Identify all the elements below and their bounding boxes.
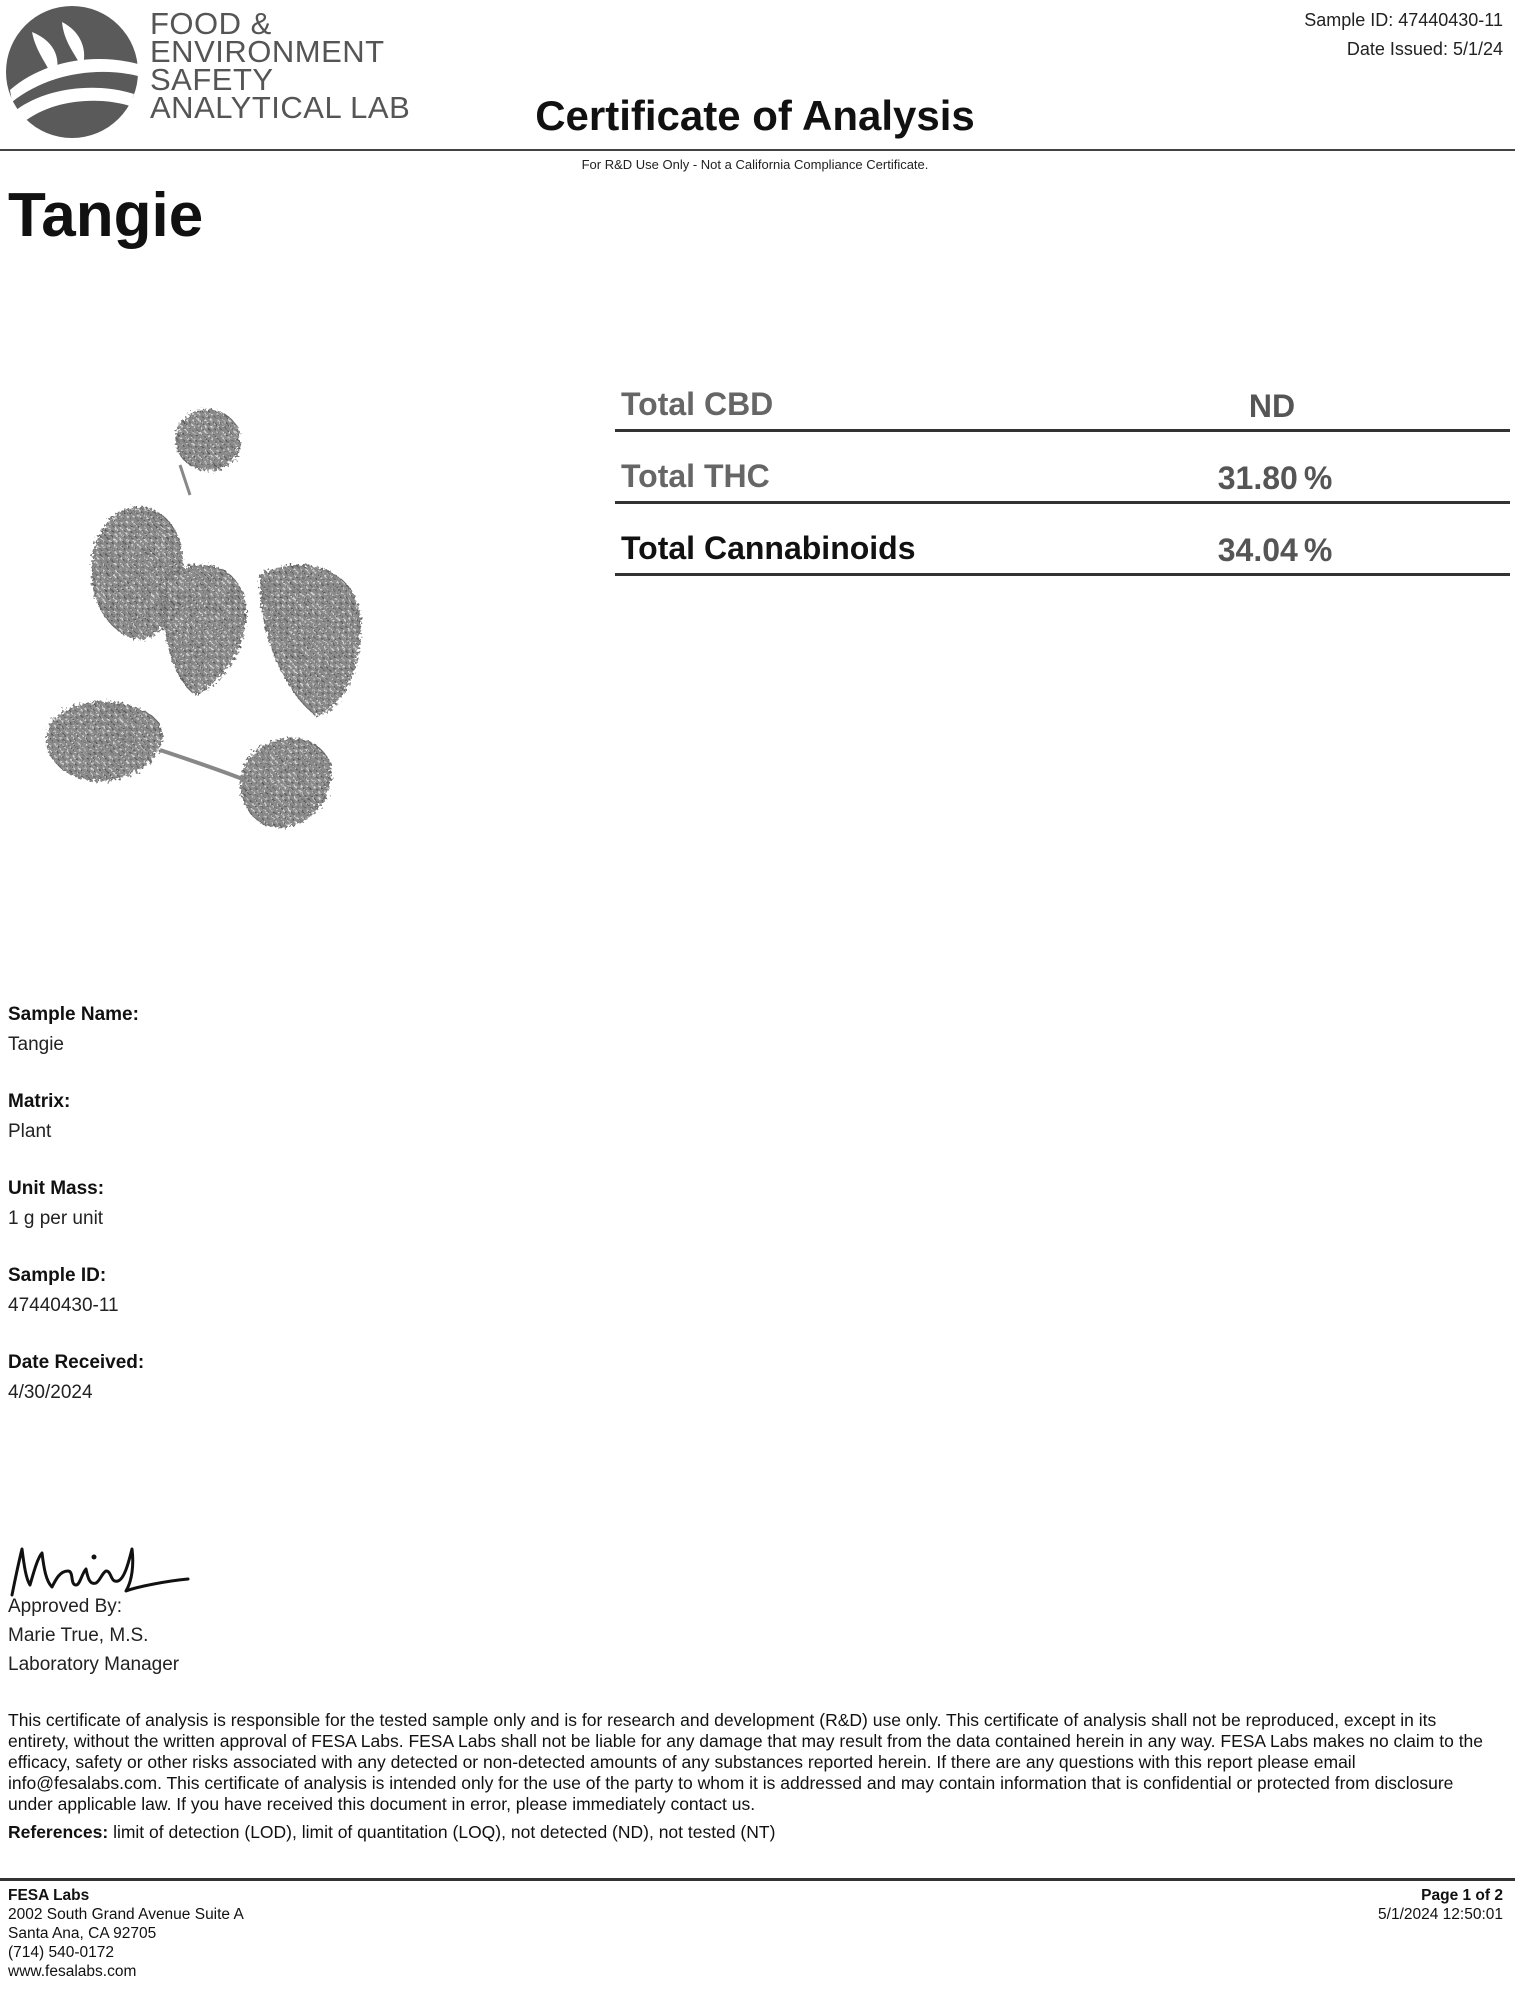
summary-value [1175, 532, 1375, 569]
info-sample-id [8, 1261, 608, 1321]
footer-address-line2: Santa Ana, CA 92705 [8, 1925, 157, 1942]
compliance-disclaimer: For R&D Use Only - Not a California Compliance Certificate. [581, 157, 929, 172]
logo-line: SAFETY [150, 62, 274, 97]
summary-value [1175, 388, 1375, 425]
header-meta [1304, 6, 1503, 64]
sample-photo [30, 395, 380, 845]
references-label: References: [8, 1822, 109, 1842]
footer-page-info [1378, 1886, 1503, 1924]
footer-phone: (714) 540-0172 [8, 1944, 114, 1961]
info-value: 47440430-11 [8, 1295, 119, 1316]
lab-logo [2, 2, 411, 142]
approved-by-label: Approved By: [8, 1596, 123, 1617]
approval-block [8, 1592, 179, 1679]
print-timestamp: 5/1/2024 12:50:01 [1378, 1906, 1503, 1923]
footer-divider [0, 1878, 1515, 1881]
summary-label: Total THC [621, 458, 770, 494]
product-name: Tangie [8, 181, 204, 250]
legal-disclaimer: This certificate of analysis is responsible for the tested sample only and is for research and development (R&D) use only. This certificate of analysis shall not be reproduced, except in its entirety, without the written approval of FESA Labs. FESA Labs shall not be liable for any damage that may result from the data contained herein in any way. FESA Labs makes no claim to the efficacy, safety or other risks associated with any detected or non-detected amounts of any substances reported herein. If there are any questions with this report please email info@fesalabs.com. This certificate of analysis is intended only for the use of the party to whom it is addressed and may contain information that is confidential or protected from disclosure under applicable law. If you have received this document in error, please immediately contact us. [8, 1710, 1484, 1814]
lab-logo-icon [2, 2, 142, 142]
cannabinoid-summary-table [615, 360, 1510, 576]
summary-value-number: ND [1248, 388, 1296, 424]
footer-address [8, 1886, 244, 1981]
info-value: Tangie [8, 1034, 64, 1055]
summary-value-number: 31.80 [1217, 460, 1298, 496]
summary-label: Total CBD [621, 386, 774, 422]
footer-website-link[interactable]: www.fesalabs.com [8, 1963, 137, 1980]
info-label: Matrix: [8, 1091, 71, 1112]
summary-value [1175, 460, 1375, 497]
document-title: Certificate of Analysis [535, 92, 975, 139]
logo-line: FOOD & [150, 6, 272, 41]
info-label: Sample ID: [8, 1265, 107, 1286]
info-value: Plant [8, 1121, 52, 1142]
summary-unit: % [1303, 460, 1333, 496]
header-sample-id: Sample ID: 47440430-11 [1304, 10, 1503, 30]
footer-company: FESA Labs [8, 1887, 90, 1904]
summary-unit: % [1303, 532, 1333, 568]
logo-line: ENVIRONMENT [150, 34, 385, 69]
info-date-received [8, 1348, 608, 1408]
references [8, 1822, 775, 1843]
info-sample-name [8, 1000, 608, 1060]
lab-logo-text [150, 6, 411, 125]
info-label: Date Received: [8, 1352, 145, 1373]
footer-address-line1: 2002 South Grand Avenue Suite A [8, 1906, 244, 1923]
header-date-issued: Date Issued: 5/1/24 [1346, 39, 1503, 59]
info-value: 4/30/2024 [8, 1382, 93, 1403]
info-value: 1 g per unit [8, 1208, 104, 1229]
info-unit-mass [8, 1174, 608, 1234]
info-matrix [8, 1087, 608, 1147]
references-text: limit of detection (LOD), limit of quantitation (LOQ), not detected (ND), not tested (NT) [108, 1822, 776, 1842]
logo-line: ANALYTICAL LAB [150, 90, 411, 125]
summary-row-total-thc [615, 432, 1510, 504]
summary-value-number: 34.04 [1217, 532, 1298, 568]
sample-info [8, 1000, 608, 1435]
info-label: Sample Name: [8, 1004, 139, 1025]
summary-row-total-cbd [615, 360, 1510, 432]
page-number: Page 1 of 2 [1421, 1887, 1503, 1904]
approver-name: Marie True, M.S. [8, 1625, 149, 1646]
summary-label: Total Cannabinoids [621, 530, 916, 566]
summary-row-total-cannabinoids [615, 504, 1510, 576]
info-label: Unit Mass: [8, 1178, 105, 1199]
header-divider [0, 149, 1515, 151]
approver-role: Laboratory Manager [8, 1654, 180, 1675]
